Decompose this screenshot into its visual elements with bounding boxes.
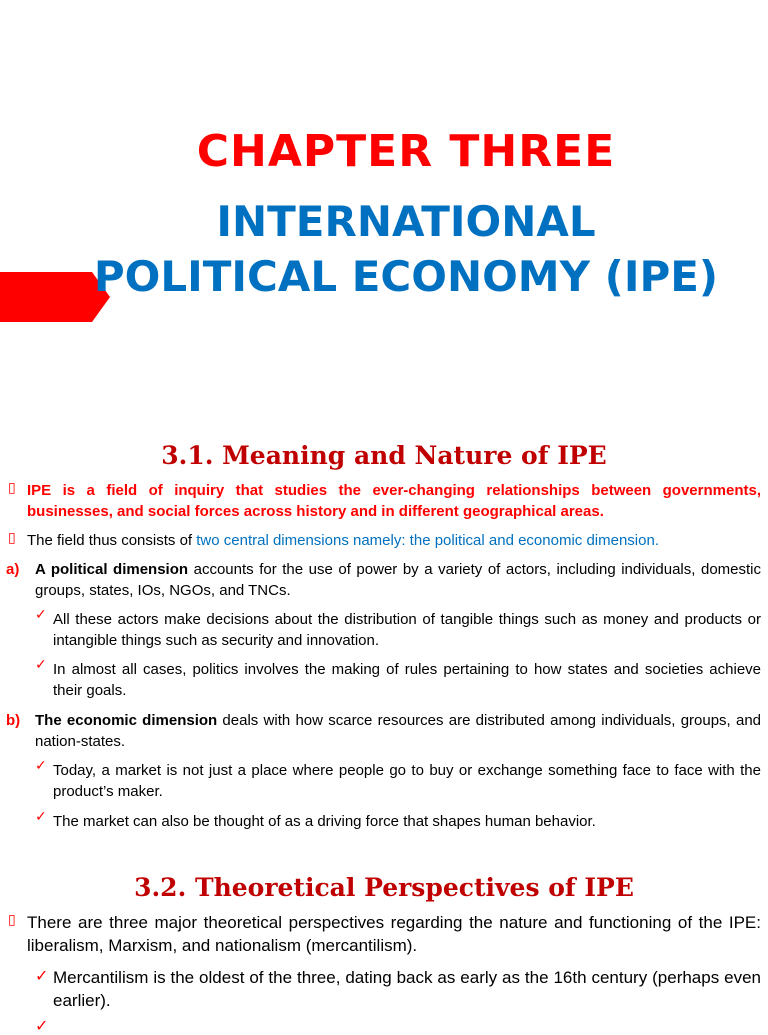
economic-dimension-text: deals with how scarce resources are distributed among individuals, groups, and nation-states. xyxy=(35,712,761,750)
political-check-2: In almost all cases, politics involves the making of rules pertaining to how states and societies achieve their goals. xyxy=(53,661,761,699)
check-icon: ✓ xyxy=(35,657,47,673)
political-check-1: All these actors make decisions about the distribution of tangible things such as money and products or intangible things such as security and innovation. xyxy=(53,611,761,649)
check-icon: ✓ xyxy=(35,966,49,985)
title-slide xyxy=(0,0,768,410)
economic-check-1: Today, a market is not just a place where people go to buy or exchange something face to face with the product’s maker. xyxy=(53,762,761,800)
mercantilism-check: Mercantilism is the oldest of the three, dating back as early as the 16th century (perhaps even earlier). xyxy=(53,968,761,1010)
chapter-title: CHAPTER THREE xyxy=(196,126,616,177)
check-icon: ✓ xyxy=(35,607,47,623)
economic-dimension-term: The economic dimension xyxy=(35,712,218,729)
section-heading-3-2: 3.2. Theoretical Perspectives of IPE xyxy=(134,873,634,902)
bullet-square-icon: ▯ xyxy=(8,912,16,928)
bullet-square-icon: ▯ xyxy=(8,530,16,546)
economic-dimension xyxy=(35,710,761,752)
dimensions-intro-text: The field thus consists of xyxy=(27,532,197,549)
section-heading-3-1: 3.1. Meaning and Nature of IPE xyxy=(161,441,607,470)
item-marker-b: b) xyxy=(6,712,21,729)
political-dimension-term: A political dimension xyxy=(35,561,189,578)
perspectives-intro: There are three major theoretical perspectives regarding the nature and functioning of the IPE: liberalism, Marxism, and nationalism (mercantilism). xyxy=(27,913,761,955)
dimensions-highlight: two central dimensions namely: the political and economic dimension. xyxy=(196,532,659,549)
political-dimension-text: accounts for the use of power by a variety of actors, including individuals, domestic groups, states, IOs, NGOs, and TNCs. xyxy=(35,561,761,599)
check-icon: ✓ xyxy=(35,809,47,825)
check-icon: ✓ xyxy=(35,758,47,774)
chapter-subtitle xyxy=(0,194,768,304)
economic-check-2: The market can also be thought of as a driving force that shapes human behavior. xyxy=(53,813,596,830)
bullet-square-icon: ▯ xyxy=(8,480,16,496)
political-dimension xyxy=(35,559,761,601)
dimensions-intro xyxy=(27,530,761,551)
ipe-definition: IPE is a field of inquiry that studies the ever-changing relationships between governments, businesses, and social forces across history and in different geographical areas. xyxy=(27,482,761,520)
check-icon-partial: ✓ xyxy=(35,1016,49,1035)
subtitle-line-2: POLITICAL ECONOMY (IPE) xyxy=(93,252,719,301)
item-marker-a: a) xyxy=(6,561,20,578)
subtitle-line-1: INTERNATIONAL xyxy=(216,197,596,246)
content-slide xyxy=(0,410,768,1035)
